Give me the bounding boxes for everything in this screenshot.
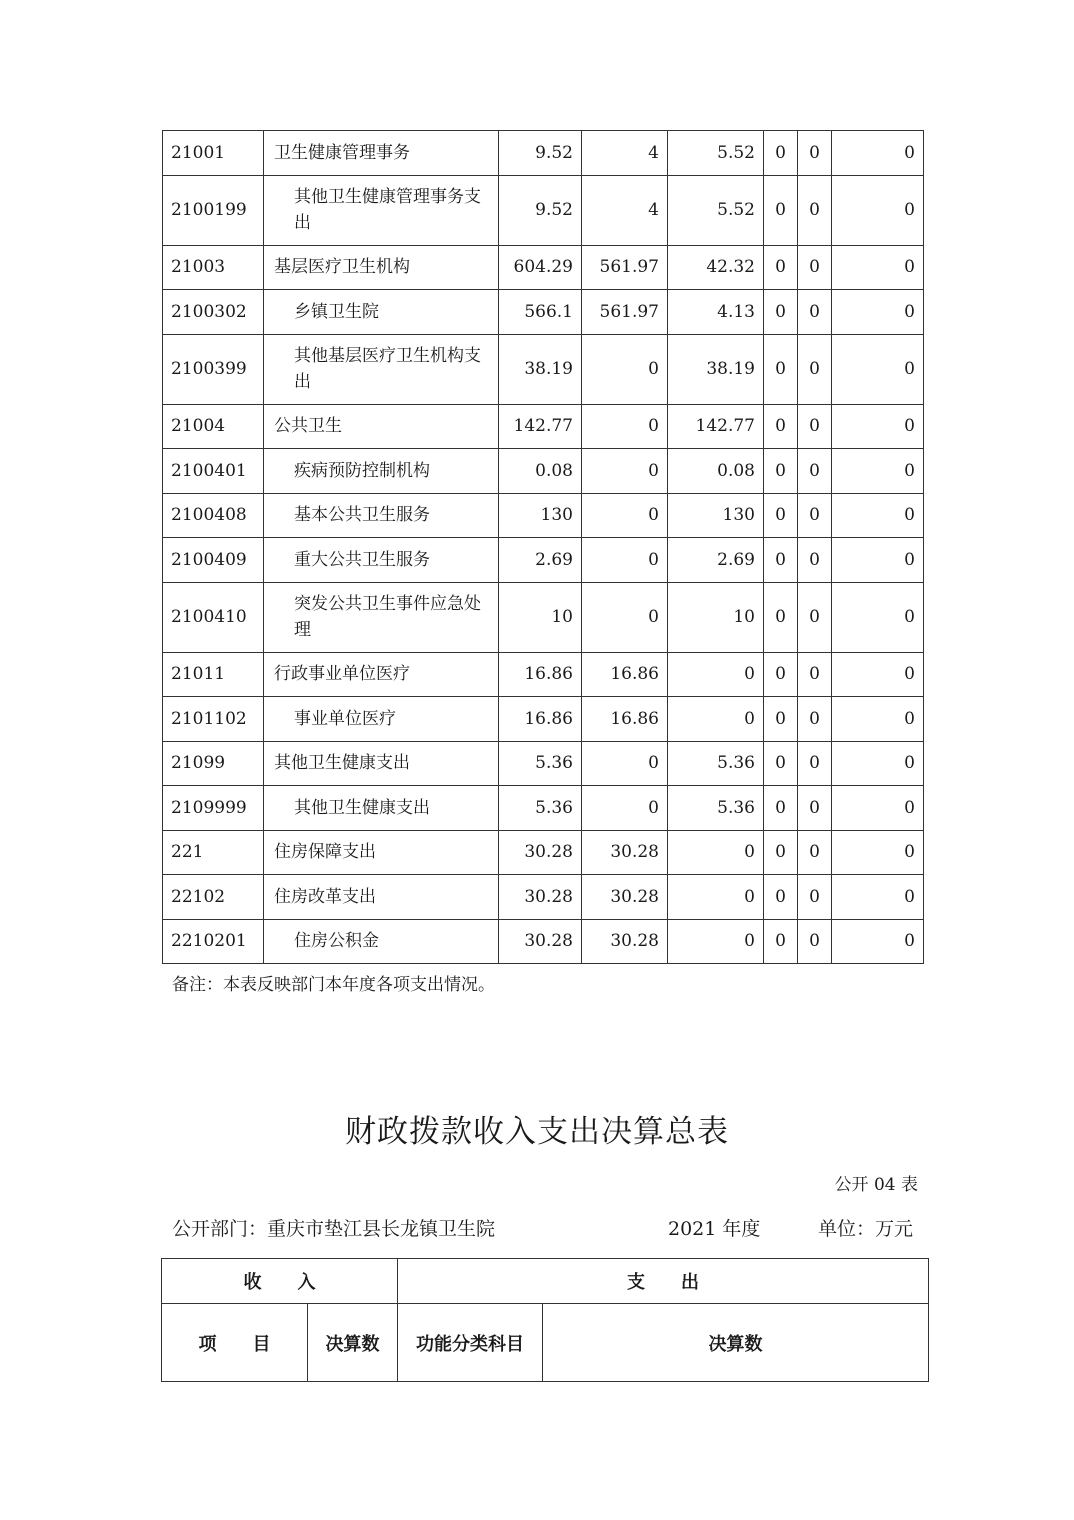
row-name: 其他基层医疗卫生机构支出 xyxy=(264,334,499,404)
row-col5: 0 xyxy=(798,786,832,831)
row-name: 住房公积金 xyxy=(264,919,499,964)
table-row xyxy=(163,741,924,786)
row-project: 0 xyxy=(668,830,764,875)
row-total: 16.86 xyxy=(499,697,582,742)
row-code: 2101102 xyxy=(163,697,264,742)
row-col4: 0 xyxy=(764,449,798,494)
row-code: 2100408 xyxy=(163,493,264,538)
row-code: 2100302 xyxy=(163,290,264,335)
row-project: 5.36 xyxy=(668,786,764,831)
row-col6: 0 xyxy=(832,449,924,494)
department-label: 公开部门：重庆市垫江县长龙镇卫生院 xyxy=(172,1218,496,1240)
row-col4: 0 xyxy=(764,245,798,290)
row-name: 乡镇卫生院 xyxy=(264,290,499,335)
row-col6: 0 xyxy=(832,538,924,583)
row-col6: 0 xyxy=(832,175,924,245)
item-header: 项 目 xyxy=(162,1304,308,1382)
row-col4: 0 xyxy=(764,493,798,538)
row-col5: 0 xyxy=(798,582,832,652)
row-total: 30.28 xyxy=(499,830,582,875)
row-basic: 561.97 xyxy=(582,245,668,290)
row-col5: 0 xyxy=(798,493,832,538)
table-row xyxy=(163,875,924,920)
row-col6: 0 xyxy=(832,830,924,875)
row-basic: 30.28 xyxy=(582,875,668,920)
row-col4: 0 xyxy=(764,334,798,404)
row-col6: 0 xyxy=(832,493,924,538)
fiscal-summary-table xyxy=(161,1258,929,1382)
row-col6: 0 xyxy=(832,131,924,176)
table-row xyxy=(163,538,924,583)
table-row xyxy=(163,786,924,831)
row-total: 566.1 xyxy=(499,290,582,335)
row-project: 5.52 xyxy=(668,131,764,176)
row-total: 142.77 xyxy=(499,404,582,449)
row-code: 2100410 xyxy=(163,582,264,652)
row-project: 10 xyxy=(668,582,764,652)
row-col5: 0 xyxy=(798,830,832,875)
table-row xyxy=(163,697,924,742)
row-project: 0 xyxy=(668,875,764,920)
table-row xyxy=(163,334,924,404)
table-row xyxy=(163,131,924,176)
row-project: 130 xyxy=(668,493,764,538)
row-total: 9.52 xyxy=(499,175,582,245)
table-row xyxy=(163,404,924,449)
row-col5: 0 xyxy=(798,875,832,920)
row-col5: 0 xyxy=(798,741,832,786)
table-row xyxy=(163,493,924,538)
amount2-header: 决算数 xyxy=(543,1304,929,1382)
row-basic: 4 xyxy=(582,175,668,245)
row-name: 其他卫生健康支出 xyxy=(264,786,499,831)
row-name: 基层医疗卫生机构 xyxy=(264,245,499,290)
row-col5: 0 xyxy=(798,652,832,697)
row-basic: 16.86 xyxy=(582,652,668,697)
expense-detail-table xyxy=(162,130,924,964)
row-project: 2.69 xyxy=(668,538,764,583)
row-total: 9.52 xyxy=(499,131,582,176)
table-row xyxy=(163,290,924,335)
row-col6: 0 xyxy=(832,875,924,920)
row-col5: 0 xyxy=(798,404,832,449)
row-col4: 0 xyxy=(764,404,798,449)
form-number: 公开 04 表 xyxy=(834,1175,918,1195)
row-col6: 0 xyxy=(832,334,924,404)
row-name: 事业单位医疗 xyxy=(264,697,499,742)
row-code: 22102 xyxy=(163,875,264,920)
row-total: 30.28 xyxy=(499,875,582,920)
row-basic: 561.97 xyxy=(582,290,668,335)
row-col5: 0 xyxy=(798,449,832,494)
row-code: 2210201 xyxy=(163,919,264,964)
row-basic: 0 xyxy=(582,449,668,494)
row-total: 130 xyxy=(499,493,582,538)
row-code: 2100409 xyxy=(163,538,264,583)
row-name: 疾病预防控制机构 xyxy=(264,449,499,494)
row-basic: 0 xyxy=(582,538,668,583)
row-project: 38.19 xyxy=(668,334,764,404)
row-code: 2100401 xyxy=(163,449,264,494)
row-name: 突发公共卫生事件应急处理 xyxy=(264,582,499,652)
row-col4: 0 xyxy=(764,582,798,652)
row-total: 10 xyxy=(499,582,582,652)
unit-label: 单位：万元 xyxy=(818,1218,914,1240)
func-subject-header: 功能分类科目 xyxy=(398,1304,543,1382)
row-col6: 0 xyxy=(832,245,924,290)
table-row xyxy=(163,245,924,290)
row-code: 2100199 xyxy=(163,175,264,245)
row-name: 其他卫生健康管理事务支出 xyxy=(264,175,499,245)
row-col4: 0 xyxy=(764,652,798,697)
row-project: 0 xyxy=(668,652,764,697)
row-name: 卫生健康管理事务 xyxy=(264,131,499,176)
row-name: 重大公共卫生服务 xyxy=(264,538,499,583)
row-basic: 30.28 xyxy=(582,830,668,875)
expense-header: 支 出 xyxy=(398,1259,929,1304)
row-col4: 0 xyxy=(764,919,798,964)
row-col5: 0 xyxy=(798,131,832,176)
row-col4: 0 xyxy=(764,131,798,176)
row-name: 行政事业单位医疗 xyxy=(264,652,499,697)
row-basic: 0 xyxy=(582,334,668,404)
row-basic: 30.28 xyxy=(582,919,668,964)
row-project: 0.08 xyxy=(668,449,764,494)
row-name: 住房改革支出 xyxy=(264,875,499,920)
row-project: 5.36 xyxy=(668,741,764,786)
row-total: 5.36 xyxy=(499,786,582,831)
row-project: 5.52 xyxy=(668,175,764,245)
table-row xyxy=(163,919,924,964)
row-col5: 0 xyxy=(798,290,832,335)
row-total: 2.69 xyxy=(499,538,582,583)
row-total: 16.86 xyxy=(499,652,582,697)
row-col5: 0 xyxy=(798,245,832,290)
row-col6: 0 xyxy=(832,290,924,335)
row-basic: 0 xyxy=(582,493,668,538)
row-code: 2109999 xyxy=(163,786,264,831)
row-total: 30.28 xyxy=(499,919,582,964)
row-total: 0.08 xyxy=(499,449,582,494)
row-basic: 0 xyxy=(582,741,668,786)
row-name: 基本公共卫生服务 xyxy=(264,493,499,538)
row-name: 公共卫生 xyxy=(264,404,499,449)
row-col5: 0 xyxy=(798,538,832,583)
table-row xyxy=(163,175,924,245)
row-col6: 0 xyxy=(832,919,924,964)
row-col6: 0 xyxy=(832,652,924,697)
row-basic: 0 xyxy=(582,582,668,652)
section-title: 财政拨款收入支出决算总表 xyxy=(345,1114,729,1150)
row-col4: 0 xyxy=(764,175,798,245)
row-basic: 16.86 xyxy=(582,697,668,742)
row-name: 住房保障支出 xyxy=(264,830,499,875)
row-basic: 4 xyxy=(582,131,668,176)
row-total: 38.19 xyxy=(499,334,582,404)
row-code: 21004 xyxy=(163,404,264,449)
row-col6: 0 xyxy=(832,697,924,742)
row-basic: 0 xyxy=(582,786,668,831)
row-code: 21001 xyxy=(163,131,264,176)
row-col6: 0 xyxy=(832,786,924,831)
row-project: 0 xyxy=(668,919,764,964)
row-total: 604.29 xyxy=(499,245,582,290)
row-code: 21003 xyxy=(163,245,264,290)
table-row xyxy=(163,582,924,652)
row-code: 21099 xyxy=(163,741,264,786)
row-col6: 0 xyxy=(832,404,924,449)
table-row xyxy=(163,449,924,494)
row-col5: 0 xyxy=(798,175,832,245)
row-code: 21011 xyxy=(163,652,264,697)
row-code: 221 xyxy=(163,830,264,875)
row-project: 142.77 xyxy=(668,404,764,449)
table-note: 备注：本表反映部门本年度各项支出情况。 xyxy=(172,975,495,995)
row-basic: 0 xyxy=(582,404,668,449)
row-code: 2100399 xyxy=(163,334,264,404)
amount-header: 决算数 xyxy=(308,1304,398,1382)
row-total: 5.36 xyxy=(499,741,582,786)
row-col5: 0 xyxy=(798,334,832,404)
row-name: 其他卫生健康支出 xyxy=(264,741,499,786)
table-row xyxy=(163,830,924,875)
row-col6: 0 xyxy=(832,741,924,786)
row-col4: 0 xyxy=(764,875,798,920)
table-row xyxy=(163,652,924,697)
row-col4: 0 xyxy=(764,830,798,875)
row-project: 42.32 xyxy=(668,245,764,290)
row-project: 0 xyxy=(668,697,764,742)
row-col4: 0 xyxy=(764,290,798,335)
row-project: 4.13 xyxy=(668,290,764,335)
row-col5: 0 xyxy=(798,697,832,742)
row-col4: 0 xyxy=(764,538,798,583)
income-header: 收 入 xyxy=(162,1259,398,1304)
row-col4: 0 xyxy=(764,697,798,742)
row-col5: 0 xyxy=(798,919,832,964)
row-col6: 0 xyxy=(832,582,924,652)
row-col4: 0 xyxy=(764,741,798,786)
fiscal-year: 2021 年度 xyxy=(668,1218,761,1240)
row-col4: 0 xyxy=(764,786,798,831)
